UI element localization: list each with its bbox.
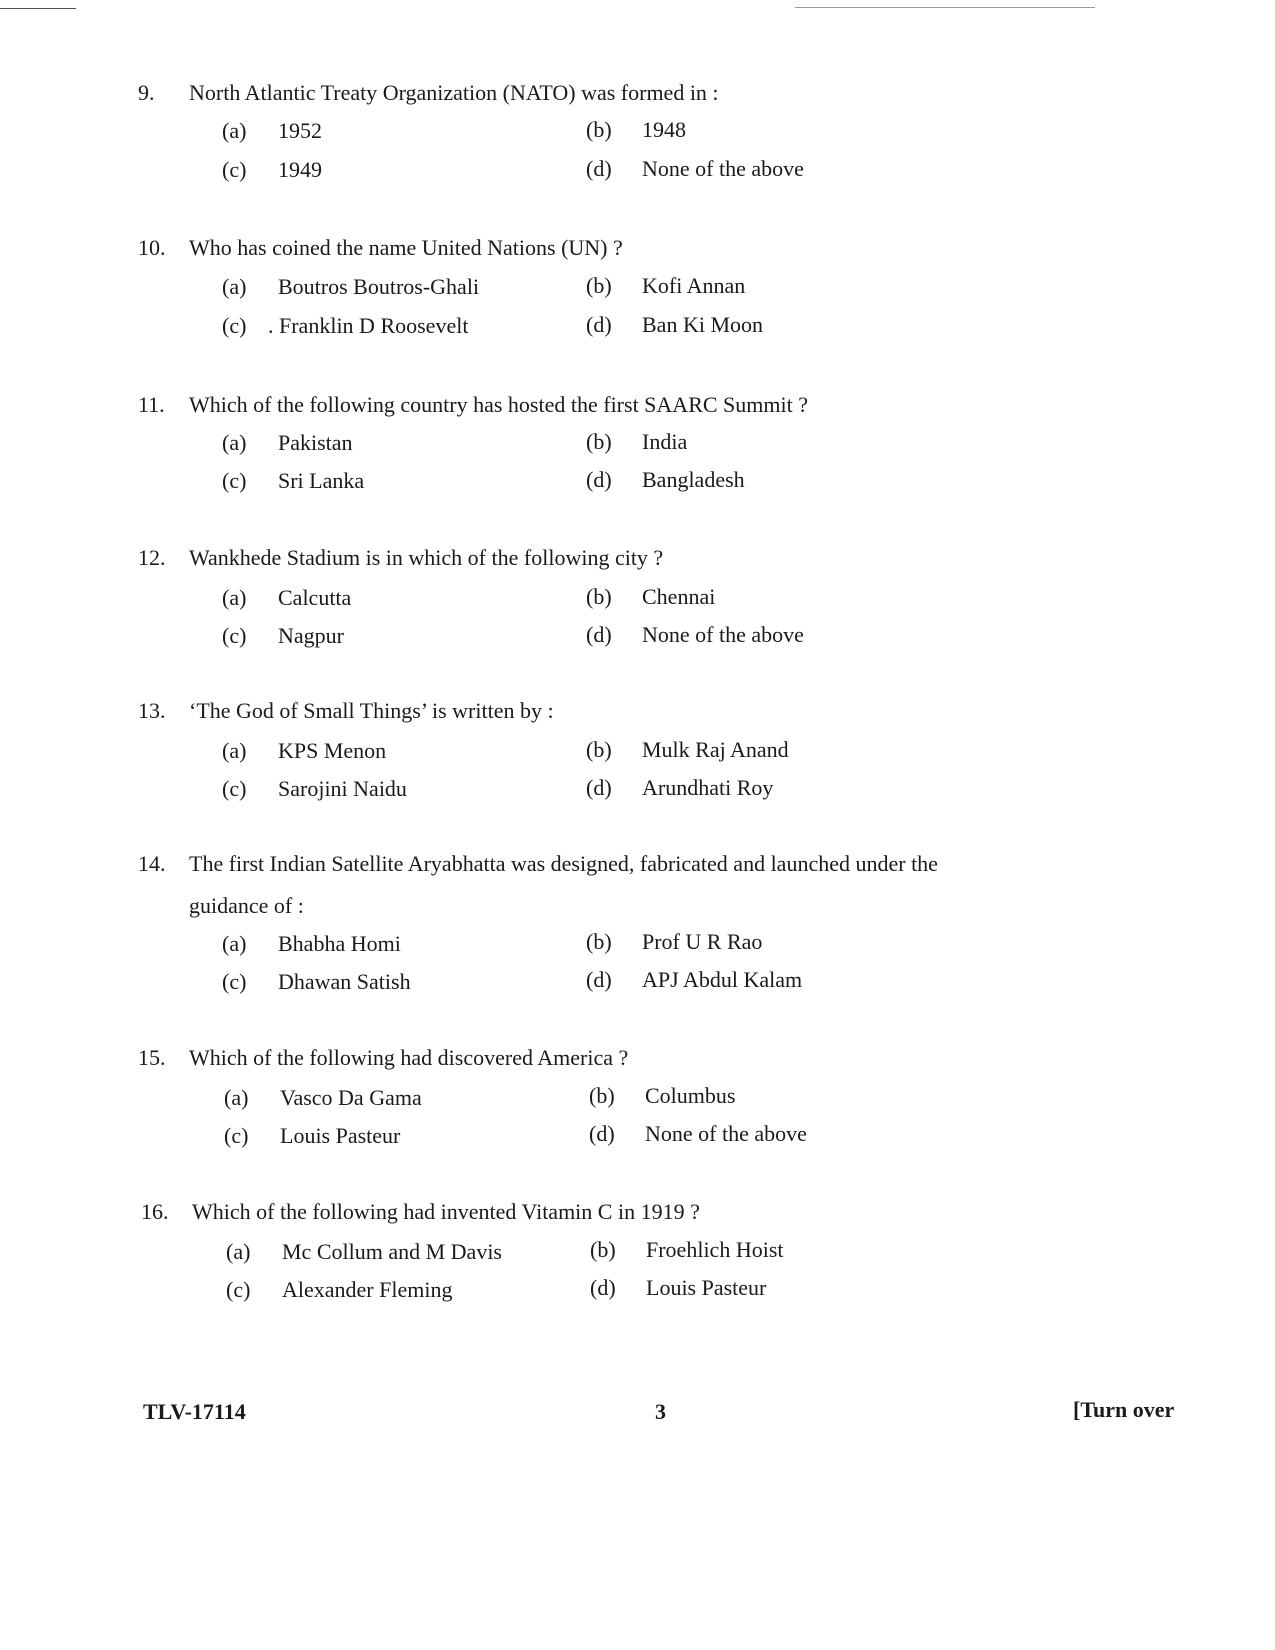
option-text: Dhawan Satish	[278, 969, 411, 994]
option-letter: (a)	[222, 430, 247, 455]
option-text: KPS Menon	[278, 738, 387, 763]
option-text: None of the above	[642, 156, 804, 181]
option-text: Ban Ki Moon	[642, 312, 763, 337]
question-text: Which of the following had invented Vitamin C in 1919 ?	[192, 1199, 700, 1224]
option-text: 1949	[278, 157, 322, 182]
option-letter: (d)	[589, 1121, 615, 1146]
option-text: Louis Pasteur	[646, 1275, 767, 1300]
option-text: Louis Pasteur	[280, 1123, 401, 1148]
question-text: Which of the following had discovered America ?	[189, 1045, 629, 1070]
option-text: Pakistan	[278, 430, 353, 455]
option-letter: (d)	[586, 156, 612, 181]
page-number: 3	[655, 1399, 666, 1424]
turn-over-note: [Turn over	[1073, 1397, 1175, 1422]
option-text: None of the above	[642, 622, 804, 647]
option-text: Bhabha Homi	[278, 931, 401, 956]
option-letter: (a)	[222, 738, 247, 763]
option-letter: (b)	[589, 1083, 615, 1108]
option-text: India	[642, 429, 688, 454]
option-letter: (d)	[590, 1275, 616, 1300]
option-letter: (d)	[586, 622, 612, 647]
option-letter: (b)	[586, 584, 612, 609]
option-letter: (a)	[222, 274, 247, 299]
option-letter: (c)	[222, 157, 247, 182]
option-text: Nagpur	[278, 623, 344, 648]
option-letter: (b)	[586, 929, 612, 954]
option-letter: (c)	[222, 313, 247, 338]
option-letter: (d)	[586, 467, 612, 492]
paper-code: TLV-17114	[143, 1399, 246, 1424]
top-rule-right	[795, 7, 1095, 8]
option-letter: (d)	[586, 312, 612, 337]
option-letter: (c)	[222, 969, 247, 994]
question-number: 15.	[138, 1045, 166, 1070]
question-text: Wankhede Stadium is in which of the following city ?	[189, 545, 664, 570]
option-text: Kofi Annan	[642, 273, 746, 298]
option-text: Prof U R Rao	[642, 929, 763, 954]
top-rule-left	[0, 8, 76, 9]
option-letter: (b)	[586, 429, 612, 454]
option-letter: (c)	[222, 776, 247, 801]
option-letter: (c)	[226, 1277, 251, 1302]
question-number: 16.	[141, 1199, 169, 1224]
option-letter: (a)	[224, 1085, 249, 1110]
question-text: Who has coined the name United Nations (UN) ?	[189, 235, 623, 260]
option-text: Columbus	[645, 1083, 736, 1108]
question-number: 11.	[138, 392, 165, 417]
option-letter: (a)	[226, 1239, 251, 1264]
option-letter: (a)	[222, 118, 247, 143]
question-text: North Atlantic Treaty Organization (NATO) was formed in :	[189, 80, 719, 105]
question-number: 10.	[138, 235, 166, 260]
option-text: Sarojini Naidu	[278, 776, 407, 801]
question-text: ‘The God of Small Things’ is written by :	[189, 698, 554, 723]
option-text: Mulk Raj Anand	[642, 737, 789, 762]
option-text: Sri Lanka	[278, 468, 365, 493]
question-number: 13.	[138, 698, 166, 723]
option-letter: (b)	[586, 273, 612, 298]
option-letter: (d)	[586, 967, 612, 992]
option-letter: (b)	[586, 737, 612, 762]
option-text: 1952	[278, 118, 322, 143]
option-text: Bangladesh	[642, 467, 745, 492]
question-number: 14.	[138, 851, 166, 876]
option-text: APJ Abdul Kalam	[642, 967, 803, 992]
option-text: Boutros Boutros-Ghali	[278, 274, 480, 299]
option-text: Vasco Da Gama	[280, 1085, 422, 1110]
option-text: 1948	[642, 117, 686, 142]
question-text: Which of the following country has hosted the first SAARC Summit ?	[189, 392, 808, 417]
question-number: 9.	[138, 80, 155, 105]
option-letter: (b)	[586, 117, 612, 142]
option-letter: (a)	[222, 585, 247, 610]
option-text: . Franklin D Roosevelt	[268, 313, 469, 338]
option-letter: (d)	[586, 775, 612, 800]
option-letter: (b)	[590, 1237, 616, 1262]
option-letter: (a)	[222, 931, 247, 956]
question-number: 12.	[138, 545, 166, 570]
option-text: Froehlich Hoist	[646, 1237, 784, 1262]
option-text: Calcutta	[278, 585, 352, 610]
option-letter: (c)	[222, 468, 247, 493]
option-text: Chennai	[642, 584, 716, 609]
option-text: Alexander Fleming	[282, 1277, 453, 1302]
option-text: Arundhati Roy	[642, 775, 774, 800]
question-text: The first Indian Satellite Aryabhatta was designed, fabricated and launched under the guidance of :	[189, 851, 938, 918]
option-letter: (c)	[222, 623, 247, 648]
option-text: None of the above	[645, 1121, 807, 1146]
option-text: Mc Collum and M Davis	[282, 1239, 502, 1264]
option-letter: (c)	[224, 1123, 249, 1148]
